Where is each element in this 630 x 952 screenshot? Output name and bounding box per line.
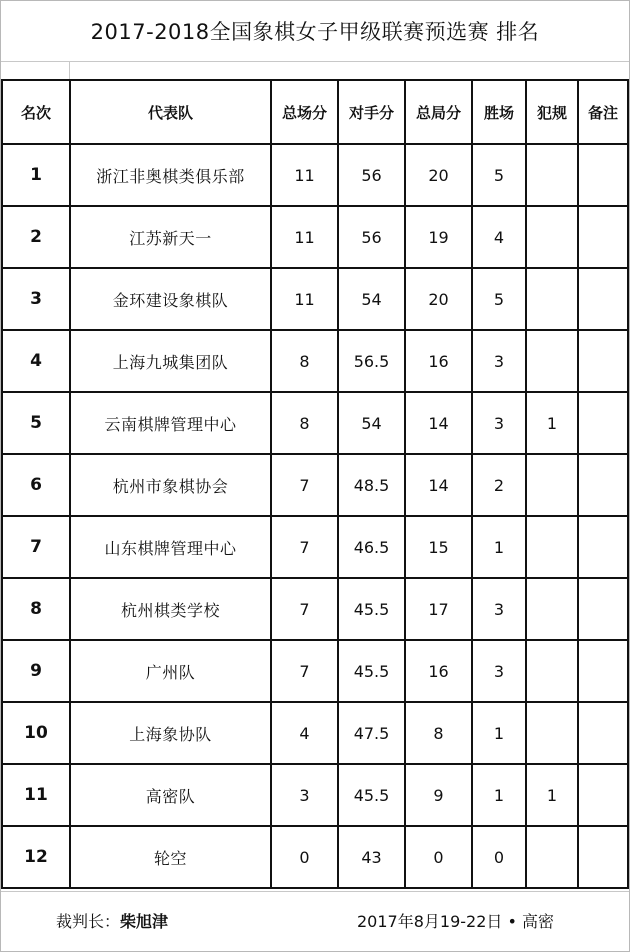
game-points-cell: 19 bbox=[405, 206, 472, 268]
fouls-cell: 1 bbox=[526, 764, 578, 826]
notes-cell bbox=[578, 826, 628, 888]
rank-cell: 12 bbox=[2, 826, 70, 888]
fouls-cell: 1 bbox=[526, 392, 578, 454]
opponent-points-cell: 56.5 bbox=[338, 330, 405, 392]
opponent-points-cell: 45.5 bbox=[338, 640, 405, 702]
notes-cell bbox=[578, 268, 628, 330]
rank-cell: 6 bbox=[2, 454, 70, 516]
opponent-points-cell: 54 bbox=[338, 268, 405, 330]
fouls-cell bbox=[526, 268, 578, 330]
notes-cell bbox=[578, 206, 628, 268]
fouls-cell bbox=[526, 826, 578, 888]
rank-cell: 10 bbox=[2, 702, 70, 764]
rank-cell: 5 bbox=[2, 392, 70, 454]
table-row bbox=[2, 516, 628, 578]
ranking-table bbox=[1, 79, 629, 889]
notes-cell bbox=[578, 578, 628, 640]
game-points-cell: 0 bbox=[405, 826, 472, 888]
match-points-cell: 7 bbox=[271, 454, 338, 516]
game-points-cell: 16 bbox=[405, 330, 472, 392]
match-points-cell: 11 bbox=[271, 206, 338, 268]
team-cell: 高密队 bbox=[70, 764, 271, 826]
opponent-points-cell: 56 bbox=[338, 206, 405, 268]
referee-name: 柴旭津 bbox=[120, 912, 169, 931]
wins-cell: 3 bbox=[472, 578, 526, 640]
team-cell: 杭州棋类学校 bbox=[70, 578, 271, 640]
header-team: 代表队 bbox=[70, 80, 271, 144]
match-points-cell: 3 bbox=[271, 764, 338, 826]
opponent-points-cell: 56 bbox=[338, 144, 405, 206]
table-row bbox=[2, 578, 628, 640]
rank-cell: 8 bbox=[2, 578, 70, 640]
opponent-points-cell: 45.5 bbox=[338, 578, 405, 640]
match-points-cell: 11 bbox=[271, 144, 338, 206]
wins-cell: 3 bbox=[472, 640, 526, 702]
wins-cell: 1 bbox=[472, 702, 526, 764]
notes-cell bbox=[578, 640, 628, 702]
match-points-cell: 8 bbox=[271, 330, 338, 392]
team-cell: 广州队 bbox=[70, 640, 271, 702]
wins-cell: 3 bbox=[472, 392, 526, 454]
game-points-cell: 16 bbox=[405, 640, 472, 702]
table-header-row bbox=[2, 80, 628, 144]
opponent-points-cell: 46.5 bbox=[338, 516, 405, 578]
game-points-cell: 15 bbox=[405, 516, 472, 578]
fouls-cell bbox=[526, 578, 578, 640]
game-points-cell: 20 bbox=[405, 268, 472, 330]
table-row bbox=[2, 702, 628, 764]
table-row bbox=[2, 330, 628, 392]
rank-cell: 3 bbox=[2, 268, 70, 330]
rank-cell: 7 bbox=[2, 516, 70, 578]
game-points-cell: 8 bbox=[405, 702, 472, 764]
team-cell: 山东棋牌管理中心 bbox=[70, 516, 271, 578]
team-cell: 上海象协队 bbox=[70, 702, 271, 764]
header-opponent-points: 对手分 bbox=[338, 80, 405, 144]
rank-cell: 11 bbox=[2, 764, 70, 826]
notes-cell bbox=[578, 454, 628, 516]
referee-line bbox=[56, 892, 168, 952]
date-place: 2017年8月19-22日 • 高密 bbox=[357, 912, 555, 931]
table-row bbox=[2, 764, 628, 826]
fouls-cell bbox=[526, 206, 578, 268]
wins-cell: 3 bbox=[472, 330, 526, 392]
rank-cell: 9 bbox=[2, 640, 70, 702]
team-cell: 浙江非奥棋类俱乐部 bbox=[70, 144, 271, 206]
opponent-points-cell: 47.5 bbox=[338, 702, 405, 764]
header-notes: 备注 bbox=[578, 80, 628, 144]
rank-cell: 2 bbox=[2, 206, 70, 268]
notes-cell bbox=[578, 516, 628, 578]
match-points-cell: 0 bbox=[271, 826, 338, 888]
header-wins: 胜场 bbox=[472, 80, 526, 144]
referee-label: 裁判长： bbox=[56, 912, 121, 931]
team-cell: 金环建设象棋队 bbox=[70, 268, 271, 330]
match-points-cell: 7 bbox=[271, 640, 338, 702]
table-row bbox=[2, 826, 628, 888]
game-points-cell: 14 bbox=[405, 454, 472, 516]
team-cell: 轮空 bbox=[70, 826, 271, 888]
fouls-cell bbox=[526, 330, 578, 392]
wins-cell: 5 bbox=[472, 268, 526, 330]
team-cell: 上海九城集团队 bbox=[70, 330, 271, 392]
table-row bbox=[2, 206, 628, 268]
header-fouls: 犯规 bbox=[526, 80, 578, 144]
table-row bbox=[2, 144, 628, 206]
wins-cell: 1 bbox=[472, 764, 526, 826]
ranking-table-body bbox=[2, 144, 628, 888]
opponent-points-cell: 43 bbox=[338, 826, 405, 888]
rank-cell: 1 bbox=[2, 144, 70, 206]
wins-cell: 0 bbox=[472, 826, 526, 888]
table-row bbox=[2, 392, 628, 454]
wins-cell: 2 bbox=[472, 454, 526, 516]
sheet-title: 2017-2018全国象棋女子甲级联赛预选赛 排名 bbox=[1, 1, 629, 62]
wins-cell: 5 bbox=[472, 144, 526, 206]
notes-cell bbox=[578, 702, 628, 764]
game-points-cell: 14 bbox=[405, 392, 472, 454]
team-cell: 江苏新天一 bbox=[70, 206, 271, 268]
match-points-cell: 11 bbox=[271, 268, 338, 330]
fouls-cell bbox=[526, 454, 578, 516]
wins-cell: 1 bbox=[472, 516, 526, 578]
fouls-cell bbox=[526, 702, 578, 764]
notes-cell bbox=[578, 392, 628, 454]
header-game-points: 总局分 bbox=[405, 80, 472, 144]
game-points-cell: 17 bbox=[405, 578, 472, 640]
game-points-cell: 9 bbox=[405, 764, 472, 826]
table-row bbox=[2, 268, 628, 330]
fouls-cell bbox=[526, 640, 578, 702]
rank-cell: 4 bbox=[2, 330, 70, 392]
match-points-cell: 7 bbox=[271, 516, 338, 578]
spacer-divider bbox=[69, 62, 70, 79]
opponent-points-cell: 45.5 bbox=[338, 764, 405, 826]
team-cell: 云南棋牌管理中心 bbox=[70, 392, 271, 454]
table-row bbox=[2, 454, 628, 516]
notes-cell bbox=[578, 330, 628, 392]
spacer-row bbox=[1, 62, 629, 80]
table-row bbox=[2, 640, 628, 702]
notes-cell bbox=[578, 764, 628, 826]
opponent-points-cell: 48.5 bbox=[338, 454, 405, 516]
match-points-cell: 4 bbox=[271, 702, 338, 764]
team-cell: 杭州市象棋协会 bbox=[70, 454, 271, 516]
notes-cell bbox=[578, 144, 628, 206]
opponent-points-cell: 54 bbox=[338, 392, 405, 454]
game-points-cell: 20 bbox=[405, 144, 472, 206]
header-rank: 名次 bbox=[2, 80, 70, 144]
fouls-cell bbox=[526, 144, 578, 206]
match-points-cell: 8 bbox=[271, 392, 338, 454]
footer bbox=[1, 891, 629, 952]
fouls-cell bbox=[526, 516, 578, 578]
header-match-points: 总场分 bbox=[271, 80, 338, 144]
wins-cell: 4 bbox=[472, 206, 526, 268]
match-points-cell: 7 bbox=[271, 578, 338, 640]
